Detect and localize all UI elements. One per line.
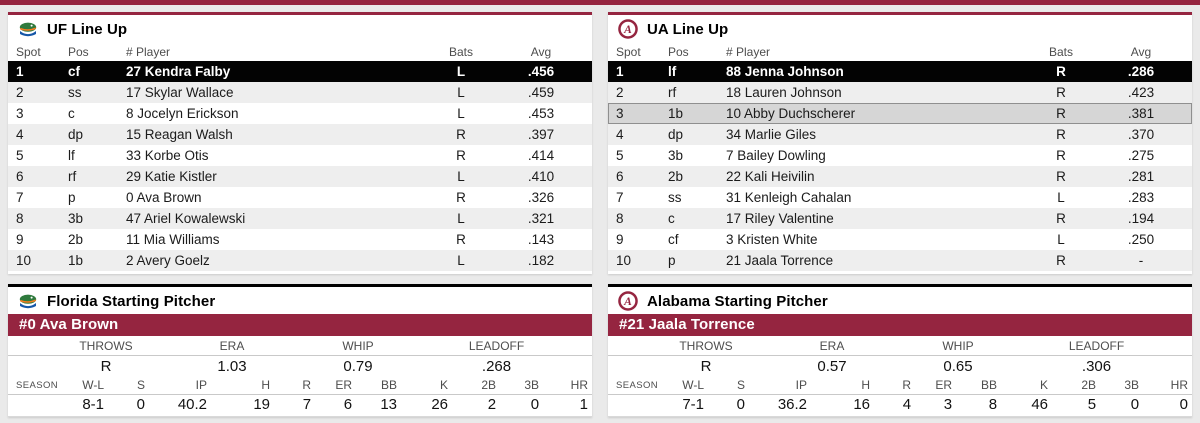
row-spot: 1 — [616, 64, 624, 79]
florida-pitcher-card — [8, 284, 592, 417]
row-avg: .286 — [1127, 64, 1155, 79]
row-pos: 1b — [668, 106, 684, 121]
lineup-row[interactable] — [608, 145, 1192, 166]
row-player: 27 Kendra Falby — [126, 64, 231, 79]
row-pos: lf — [68, 148, 75, 163]
row-bats: R — [456, 148, 466, 163]
row-avg: .370 — [1127, 127, 1155, 142]
season-stat-header: R — [274, 378, 315, 395]
lineup-row[interactable] — [8, 229, 592, 250]
row-bats: R — [1056, 253, 1066, 268]
era-label: ERA — [749, 336, 915, 356]
season-stat-value: 46 — [1001, 395, 1052, 417]
row-bats: L — [456, 64, 466, 79]
lineup-row[interactable] — [608, 82, 1192, 103]
row-spot: 4 — [616, 127, 624, 142]
row-player: 11 Mia Williams — [126, 232, 220, 247]
season-stat-header: IP — [149, 378, 211, 395]
uf-lineup-title: UF Line Up — [47, 20, 128, 38]
season-stat-value: 5 — [1052, 395, 1100, 417]
florida-column — [8, 12, 592, 419]
row-spot: 7 — [616, 190, 624, 205]
col-header-player: # Player — [726, 44, 771, 59]
season-stat-header: BB — [956, 378, 1001, 395]
ua-lineup-card-header — [608, 15, 1192, 42]
row-player: 3 Kristen White — [726, 232, 818, 247]
lineup-row[interactable] — [8, 103, 592, 124]
throws-label: THROWS — [663, 336, 749, 356]
row-player: 33 Korbe Otis — [126, 148, 209, 163]
season-stat-header: 3B — [500, 378, 543, 395]
row-bats: L — [1057, 190, 1065, 205]
row-player: 2 Avery Goelz — [126, 253, 210, 268]
leadoff-value: .306 — [1081, 358, 1112, 375]
lineup-row[interactable] — [8, 250, 592, 271]
row-avg: .410 — [527, 169, 555, 184]
row-bats: R — [1056, 106, 1066, 121]
row-spot: 7 — [16, 190, 24, 205]
era-value: 0.57 — [817, 358, 847, 375]
row-avg: .182 — [527, 253, 555, 268]
season-stat-header: IP — [749, 378, 811, 395]
row-pos: p — [68, 190, 76, 205]
whip-label: WHIP — [315, 336, 401, 356]
season-stat-header: 3B — [1100, 378, 1143, 395]
spacer-cell — [608, 356, 663, 379]
whip-label: WHIP — [915, 336, 1001, 356]
season-headers-row — [608, 378, 1192, 395]
season-stat-header: W-L — [63, 378, 108, 395]
svg-text:A: A — [624, 295, 632, 308]
season-stat-value: 13 — [356, 395, 401, 417]
row-pos: 1b — [68, 253, 84, 268]
row-player: 17 Riley Valentine — [726, 211, 834, 226]
florida-gators-logo — [18, 19, 38, 39]
season-stat-header: K — [1001, 378, 1052, 395]
leadoff-label: LEADOFF — [1001, 336, 1192, 356]
col-header-pos: Pos — [668, 44, 689, 59]
season-stat-value: 8-1 — [63, 395, 108, 417]
lineup-row[interactable] — [8, 166, 592, 187]
lineup-row[interactable] — [8, 82, 592, 103]
row-player: 7 Bailey Dowling — [726, 148, 826, 163]
row-bats: R — [456, 127, 466, 142]
florida-gators-logo — [18, 291, 38, 311]
row-avg: .459 — [527, 85, 555, 100]
row-pos: p — [668, 253, 676, 268]
lineup-row[interactable] — [608, 61, 1192, 82]
spacer-cell — [608, 336, 663, 356]
season-stat-value: 26 — [401, 395, 452, 417]
row-spot: 9 — [616, 232, 624, 247]
season-stat-header: H — [811, 378, 874, 395]
row-pos: 3b — [668, 148, 684, 163]
season-row-label: SEASON — [608, 378, 663, 395]
throws-label: THROWS — [63, 336, 149, 356]
lineup-row[interactable] — [8, 208, 592, 229]
row-avg: .453 — [527, 106, 555, 121]
ua-lineup-rows — [608, 61, 1192, 274]
row-bats: R — [456, 190, 466, 205]
row-pos: 2b — [68, 232, 84, 247]
row-avg: .381 — [1127, 106, 1155, 121]
svg-text:A: A — [624, 23, 632, 36]
alabama-pitcher-card-header — [608, 287, 1192, 314]
alabama-pitcher-card — [608, 284, 1192, 417]
row-pos: ss — [68, 85, 82, 100]
row-bats: R — [456, 232, 466, 247]
row-avg: .321 — [527, 211, 555, 226]
lineup-row[interactable] — [608, 229, 1192, 250]
spacer-cell — [8, 336, 63, 356]
season-stat-value: 7 — [274, 395, 315, 417]
lineup-row[interactable] — [8, 124, 592, 145]
row-bats: R — [1056, 211, 1066, 226]
row-spot: 6 — [616, 169, 624, 184]
season-stat-value: 7-1 — [663, 395, 708, 417]
col-header-player: # Player — [126, 44, 171, 59]
row-pos: rf — [668, 85, 677, 100]
row-avg: .414 — [527, 148, 555, 163]
row-pos: cf — [668, 232, 679, 247]
row-player: 31 Kenleigh Cahalan — [726, 190, 852, 205]
row-pos: 3b — [68, 211, 84, 226]
season-stat-header: HR — [543, 378, 592, 395]
row-spot: 1 — [16, 64, 24, 79]
season-stat-header: 2B — [452, 378, 500, 395]
col-header-bats: Bats — [1048, 44, 1073, 59]
uf-lineup-column-headers — [8, 42, 592, 61]
row-bats: L — [457, 169, 465, 184]
col-header-pos: Pos — [68, 44, 89, 59]
row-bats: L — [457, 85, 465, 100]
row-spot: 5 — [16, 148, 24, 163]
row-bats: L — [457, 211, 465, 226]
uf-lineup-card-header — [8, 15, 592, 42]
row-player: 15 Reagan Walsh — [126, 127, 233, 142]
lineup-row[interactable] — [608, 103, 1192, 124]
spacer-cell — [608, 395, 663, 417]
row-avg: .281 — [1127, 169, 1155, 184]
throws-value: R — [700, 358, 712, 375]
row-spot: 4 — [16, 127, 24, 142]
row-bats: R — [1056, 85, 1066, 100]
row-spot: 10 — [616, 253, 632, 268]
season-stat-header: 2B — [1052, 378, 1100, 395]
leadoff-label: LEADOFF — [401, 336, 592, 356]
season-values-row — [608, 395, 1192, 417]
row-player: 10 Abby Duchscherer — [726, 106, 856, 121]
col-header-avg: Avg — [1130, 44, 1152, 59]
lineup-row[interactable] — [608, 208, 1192, 229]
row-avg: - — [1138, 253, 1144, 268]
row-avg: .143 — [527, 232, 555, 247]
col-header-bats: Bats — [448, 44, 473, 59]
spacer-cell — [8, 356, 63, 379]
lineup-row[interactable] — [8, 187, 592, 208]
row-pos: dp — [668, 127, 684, 142]
lineup-row[interactable] — [608, 124, 1192, 145]
season-headers-row — [8, 378, 592, 395]
alabama-pitcher-title: Alabama Starting Pitcher — [647, 292, 828, 310]
row-bats: R — [1056, 127, 1066, 142]
lineup-row[interactable] — [608, 250, 1192, 271]
row-bats: L — [457, 253, 465, 268]
row-bats: R — [1056, 64, 1066, 79]
season-stat-value: 2 — [452, 395, 500, 417]
summary-values-row — [8, 356, 592, 379]
col-header-spot: Spot — [616, 44, 641, 59]
season-stat-value: 40.2 — [149, 395, 211, 417]
row-pos: dp — [68, 127, 84, 142]
ua-lineup-card — [608, 12, 1192, 274]
row-pos: c — [68, 106, 75, 121]
ua-lineup-title: UA Line Up — [647, 20, 729, 38]
row-player: 18 Lauren Johnson — [726, 85, 842, 100]
throws-value: R — [100, 358, 112, 375]
row-bats: R — [1056, 148, 1066, 163]
row-spot: 3 — [616, 106, 624, 121]
season-stat-value: 19 — [211, 395, 274, 417]
row-spot: 3 — [16, 106, 24, 121]
season-stat-value: 36.2 — [749, 395, 811, 417]
lineup-row[interactable] — [608, 187, 1192, 208]
row-pos: rf — [68, 169, 77, 184]
season-stat-header: ER — [915, 378, 956, 395]
row-pos: ss — [668, 190, 682, 205]
row-player: 88 Jenna Johnson — [726, 64, 844, 79]
season-stat-value: 16 — [811, 395, 874, 417]
row-avg: .326 — [527, 190, 555, 205]
alabama-crimson-tide-logo — [618, 291, 638, 311]
lineup-row[interactable] — [8, 145, 592, 166]
uf-lineup-rows — [8, 61, 592, 274]
season-stat-value: 0 — [708, 395, 749, 417]
season-stat-value: 0 — [1143, 395, 1192, 417]
row-player: 8 Jocelyn Erickson — [126, 106, 239, 121]
col-header-spot: Spot — [16, 44, 41, 59]
pitcher-name-banner: #0 Ava Brown — [8, 314, 592, 336]
pitcher-stats-table — [608, 336, 1192, 417]
row-player: 22 Kali Heivilin — [726, 169, 815, 184]
lineup-row[interactable] — [8, 61, 592, 82]
leadoff-value: .268 — [481, 358, 512, 375]
season-stat-value: 6 — [315, 395, 356, 417]
row-spot: 10 — [16, 253, 32, 268]
season-stat-header: R — [874, 378, 915, 395]
row-player: 34 Marlie Giles — [726, 127, 817, 142]
pitcher-name-banner: #21 Jaala Torrence — [608, 314, 1192, 336]
row-avg: .194 — [1127, 211, 1155, 226]
col-header-avg: Avg — [530, 44, 552, 59]
row-avg: .275 — [1127, 148, 1155, 163]
row-spot: 2 — [16, 85, 24, 100]
row-player: 17 Skylar Wallace — [126, 85, 234, 100]
whip-value: 0.65 — [943, 358, 973, 375]
row-spot: 9 — [16, 232, 24, 247]
row-player: 29 Katie Kistler — [126, 169, 217, 184]
season-stat-header: ER — [315, 378, 356, 395]
row-player: 47 Ariel Kowalewski — [126, 211, 246, 226]
row-avg: .456 — [527, 64, 555, 79]
season-stat-value: 0 — [1100, 395, 1143, 417]
row-avg: .283 — [1127, 190, 1155, 205]
season-stat-header: HR — [1143, 378, 1192, 395]
row-spot: 8 — [16, 211, 24, 226]
season-stat-value: 0 — [500, 395, 543, 417]
season-stat-value: 8 — [956, 395, 1001, 417]
florida-pitcher-card-header — [8, 287, 592, 314]
season-stat-value: 3 — [915, 395, 956, 417]
pitcher-stats-table — [8, 336, 592, 417]
season-stat-header: H — [211, 378, 274, 395]
summary-labels-row — [8, 336, 592, 356]
summary-labels-row — [608, 336, 1192, 356]
row-spot: 8 — [616, 211, 624, 226]
whip-value: 0.79 — [343, 358, 373, 375]
row-pos: lf — [668, 64, 677, 79]
row-spot: 2 — [616, 85, 624, 100]
season-row-label: SEASON — [8, 378, 63, 395]
two-column-layout — [0, 5, 1200, 419]
season-stat-header: S — [708, 378, 749, 395]
row-avg: .250 — [1127, 232, 1155, 247]
spacer-cell — [8, 395, 63, 417]
alabama-column — [608, 12, 1192, 419]
row-spot: 5 — [616, 148, 624, 163]
row-avg: .423 — [1127, 85, 1155, 100]
season-stat-value: 1 — [543, 395, 592, 417]
season-stat-value: 0 — [108, 395, 149, 417]
season-values-row — [8, 395, 592, 417]
uf-lineup-card — [8, 12, 592, 274]
row-pos: c — [668, 211, 675, 226]
alabama-crimson-tide-logo — [618, 19, 638, 39]
row-player: 21 Jaala Torrence — [726, 253, 834, 268]
era-value: 1.03 — [217, 358, 247, 375]
row-bats: L — [457, 106, 465, 121]
row-avg: .397 — [527, 127, 555, 142]
florida-pitcher-title: Florida Starting Pitcher — [47, 292, 216, 310]
row-bats: R — [1056, 169, 1066, 184]
season-stat-value: 4 — [874, 395, 915, 417]
season-stat-header: K — [401, 378, 452, 395]
season-stat-header: BB — [356, 378, 401, 395]
summary-values-row — [608, 356, 1192, 379]
row-pos: 2b — [668, 169, 684, 184]
era-label: ERA — [149, 336, 315, 356]
ua-lineup-column-headers — [608, 42, 1192, 61]
row-player: 0 Ava Brown — [126, 190, 202, 205]
season-stat-header: S — [108, 378, 149, 395]
row-pos: cf — [68, 64, 81, 79]
season-stat-header: W-L — [663, 378, 708, 395]
row-bats: L — [1057, 232, 1065, 247]
lineup-row[interactable] — [608, 166, 1192, 187]
row-spot: 6 — [16, 169, 24, 184]
